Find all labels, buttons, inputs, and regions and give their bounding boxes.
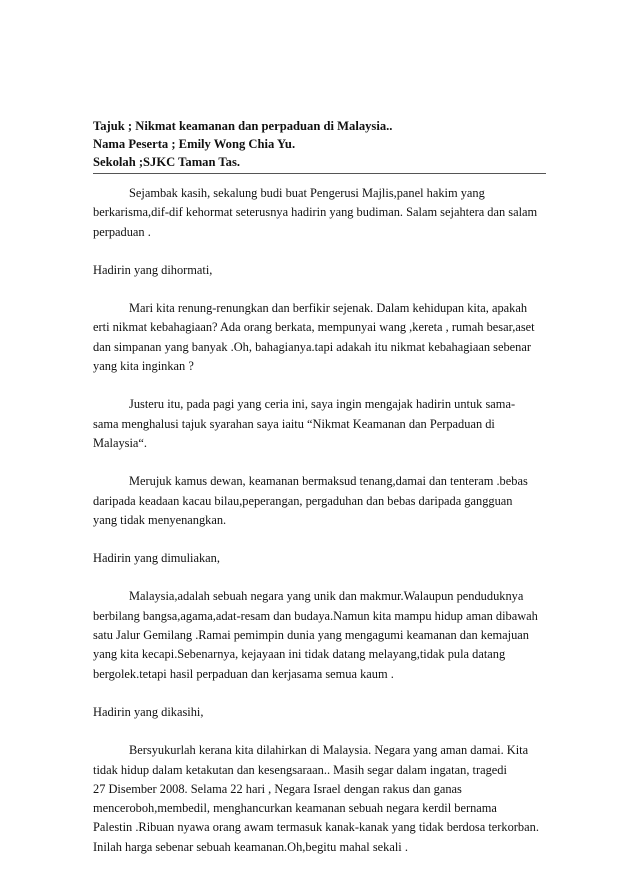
- text-line: daripada keadaan kacau bilau,peperangan, pergaduhan dan bebas daripada gangguan: [93, 493, 513, 508]
- paragraph-gratitude: [93, 741, 546, 857]
- text-line: yang kita kecapi.Sebenarnya, kejayaan ini tidak datang melayang,tidak pula datang: [93, 647, 506, 662]
- text-line: 27 Disember 2008. Selama 22 hari , Negara Israel dengan rakus dan ganas: [93, 781, 462, 796]
- text-line: berkarisma,dif-dif kehormat seterusnya hadirin yang budiman. Salam sejahtera dan salam: [93, 205, 538, 220]
- document-title: Tajuk ; Nikmat keamanan dan perpaduan di Malaysia..: [93, 119, 393, 133]
- text-line: perpaduan .: [93, 224, 151, 239]
- text-line: menceroboh,membedil, menghancurkan keamanan sebuah negara kerdil bernama: [93, 801, 497, 816]
- text-line: dan simpanan yang banyak .Oh, bahagianya.tapi adakah itu nikmat kebahagiaan sebenar: [93, 339, 531, 354]
- text-line: Sejambak kasih, sekalung budi buat Pengerusi Majlis,panel hakim yang: [129, 186, 485, 200]
- paragraph-malaysia-unity: [93, 587, 546, 683]
- text-line: Inilah harga sebenar sebuah keamanan.Oh,begitu mahal sekali .: [93, 839, 408, 854]
- salutation: Hadirin yang dimuliakan,: [93, 551, 220, 566]
- salutation: Hadirin yang dikasihi,: [93, 704, 204, 719]
- text-line: erti nikmat kebahagiaan? Ada orang berkata, mempunyai wang ,kereta , rumah besar,aset: [93, 320, 535, 335]
- salutation: Hadirin yang dihormati,: [93, 262, 213, 277]
- text-line: yang tidak menyenangkan.: [93, 512, 227, 527]
- paragraph-speech-topic: [93, 395, 546, 453]
- text-line: Justeru itu, pada pagi yang ceria ini, saya ingin mengajak hadirin untuk sama-: [129, 397, 516, 412]
- text-line: Malaysia“.: [93, 435, 148, 450]
- school-name: Sekolah ;SJKC Taman Tas.: [93, 155, 240, 169]
- participant-name: Nama Peserta ; Emily Wong Chia Yu.: [93, 137, 296, 151]
- text-line: berbilang bangsa,agama,adat-resam dan budaya.Namun kita mampu hidup aman dibawah: [93, 608, 538, 623]
- text-line: Malaysia,adalah sebuah negara yang unik dan makmur.Walaupun penduduknya: [129, 589, 524, 604]
- text-line: Palestin .Ribuan nyawa orang awam termasuk kanak-kanak yang tidak berdosa terkorban.: [93, 820, 539, 835]
- header-divider: [93, 173, 546, 174]
- text-line: tidak hidup dalam ketakutan dan kesengsaraan.. Masih segar dalam ingatan, tragedi: [93, 762, 507, 777]
- text-line: Mari kita renung-renungkan dan berfikir sejenak. Dalam kehidupan kita, apakah: [129, 301, 528, 316]
- text-line: yang kita inginkan ?: [93, 359, 194, 374]
- text-line: satu Jalur Gemilang .Ramai pemimpin dunia yang mengagumi keamanan dan kemajuan: [93, 628, 529, 643]
- paragraph-definition: [93, 472, 546, 530]
- text-line: Bersyukurlah kerana kita dilahirkan di Malaysia. Negara yang aman damai. Kita: [129, 743, 529, 758]
- paragraph-happiness: [93, 299, 546, 376]
- paragraph-opening-greeting: [93, 184, 546, 242]
- text-line: bergolek.tetapi hasil perpaduan dan kerjasama semua kaum .: [93, 666, 394, 681]
- text-line: sama menghalusi tajuk syarahan saya iaitu “Nikmat Keamanan dan Perpaduan di: [93, 416, 495, 431]
- text-line: Merujuk kamus dewan, keamanan bermaksud tenang,damai dan tenteram .bebas: [129, 474, 528, 489]
- document-body: [93, 117, 546, 876]
